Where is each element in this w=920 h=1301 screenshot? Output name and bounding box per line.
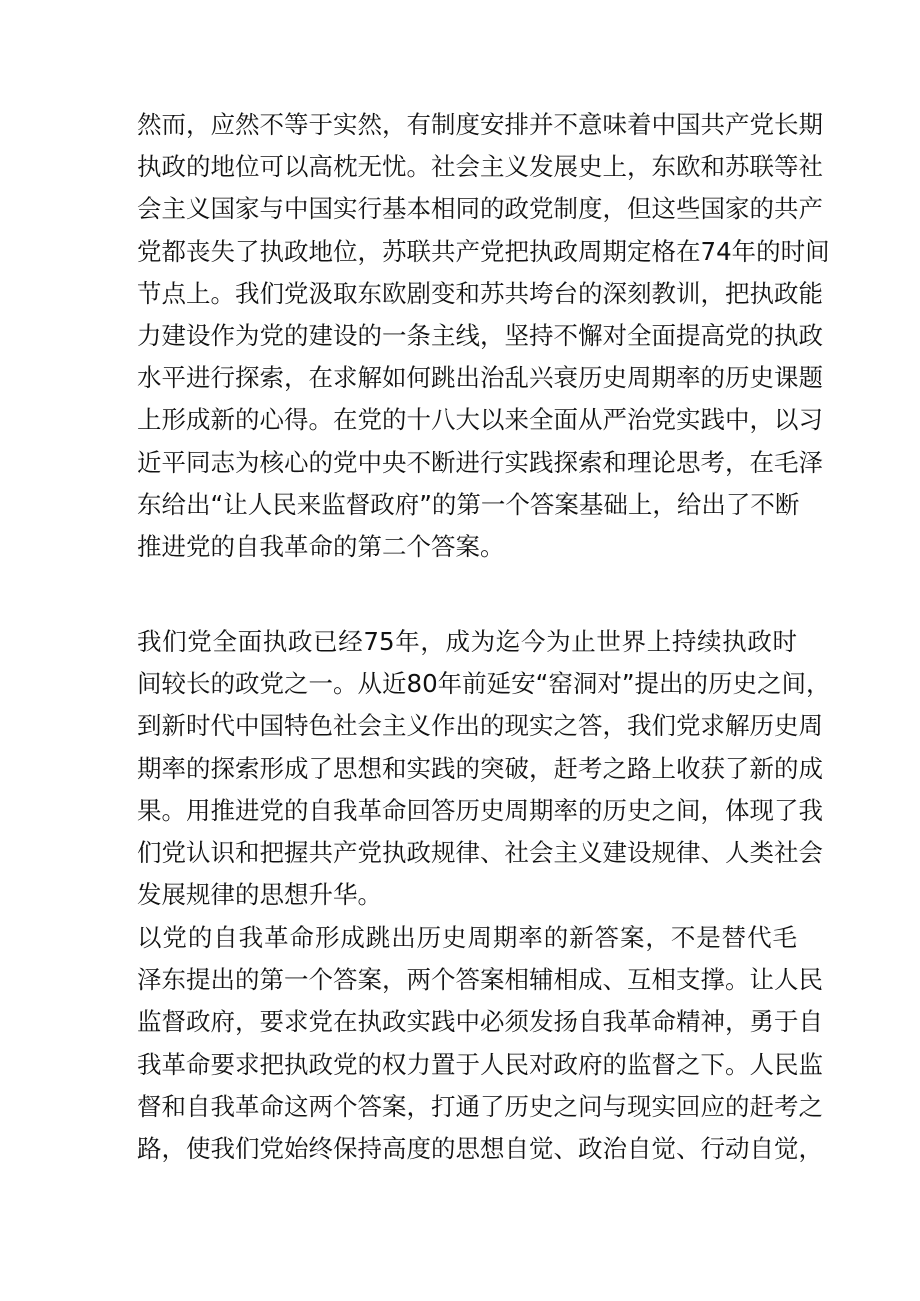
- text-line: 党都丧失了执政地位，苏联共产党把执政周期定格在74年的时间: [137, 236, 830, 266]
- text-line: 力建设作为党的建设的一条主线，坚持不懈对全面提高党的执政: [137, 320, 823, 350]
- text-line: 到新时代中国特色社会主义作出的现实之答，我们党求解历史周: [137, 711, 823, 741]
- paragraph-3: [137, 917, 823, 1170]
- text-line: 们党认识和把握共产党执政规律、社会主义建设规律、人类社会: [137, 837, 823, 867]
- paragraph-2: [137, 621, 831, 916]
- paragraph-1: [137, 104, 830, 568]
- text-line: 发展规律的思想升华。: [137, 880, 382, 910]
- text-line: 路，使我们党始终保持高度的思想自觉、政治自觉、行动自觉，: [137, 1133, 823, 1163]
- text-line: 泽东提出的第一个答案，两个答案相辅相成、互相支撑。让人民: [137, 965, 823, 995]
- text-line: 间较长的政党之一。从近80年前延安“窑洞对”提出的历史之间，: [137, 669, 831, 699]
- text-line: 期率的探索形成了思想和实践的突破，赶考之路上收获了新的成: [137, 753, 823, 783]
- text-line: 以党的自我革命形成跳出历史周期率的新答案，不是替代毛: [137, 923, 797, 952]
- text-line: 节点上。我们党汲取东欧剧变和苏共垮台的深刻教训，把执政能: [137, 278, 823, 308]
- text-line: 东给出“让人民来监督政府”的第一个答案基础上，给出了不断: [137, 489, 800, 519]
- text-line: 上形成新的心得。在党的十八大以来全面从严治党实践中，以习: [137, 405, 823, 435]
- text-line: 监督政府，要求党在执政实践中必须发扬自我革命精神，勇于自: [137, 1007, 823, 1037]
- text-line: 近平同志为核心的党中央不断进行实践探索和理论思考，在毛泽: [137, 447, 823, 477]
- text-line: 水平进行探索，在求解如何跳出治乱兴衰历史周期率的历史课题: [137, 363, 823, 393]
- text-line: 果。用推进党的自我革命回答历史周期率的历史之间，体现了我: [137, 795, 823, 825]
- text-line: 我们党全面执政已经75年，成为迄今为止世界上持续执政时: [137, 627, 797, 656]
- text-line: 推进党的自我革命的第二个答案。: [137, 531, 505, 561]
- text-line: 督和自我革命这两个答案，打通了历史之问与现实回应的赶考之: [137, 1091, 823, 1121]
- text-line: 会主义国家与中国实行基本相同的政党制度，但这些国家的共产: [137, 194, 823, 224]
- text-line: 我革命要求把执政党的权力置于人民对政府的监督之下。人民监: [137, 1049, 823, 1079]
- text-line: 然而，应然不等于实然，有制度安排并不意味着中国共产党长期: [137, 110, 823, 139]
- text-line: 执政的地位可以高枕无忧。社会主义发展史上，东欧和苏联等社: [137, 152, 823, 182]
